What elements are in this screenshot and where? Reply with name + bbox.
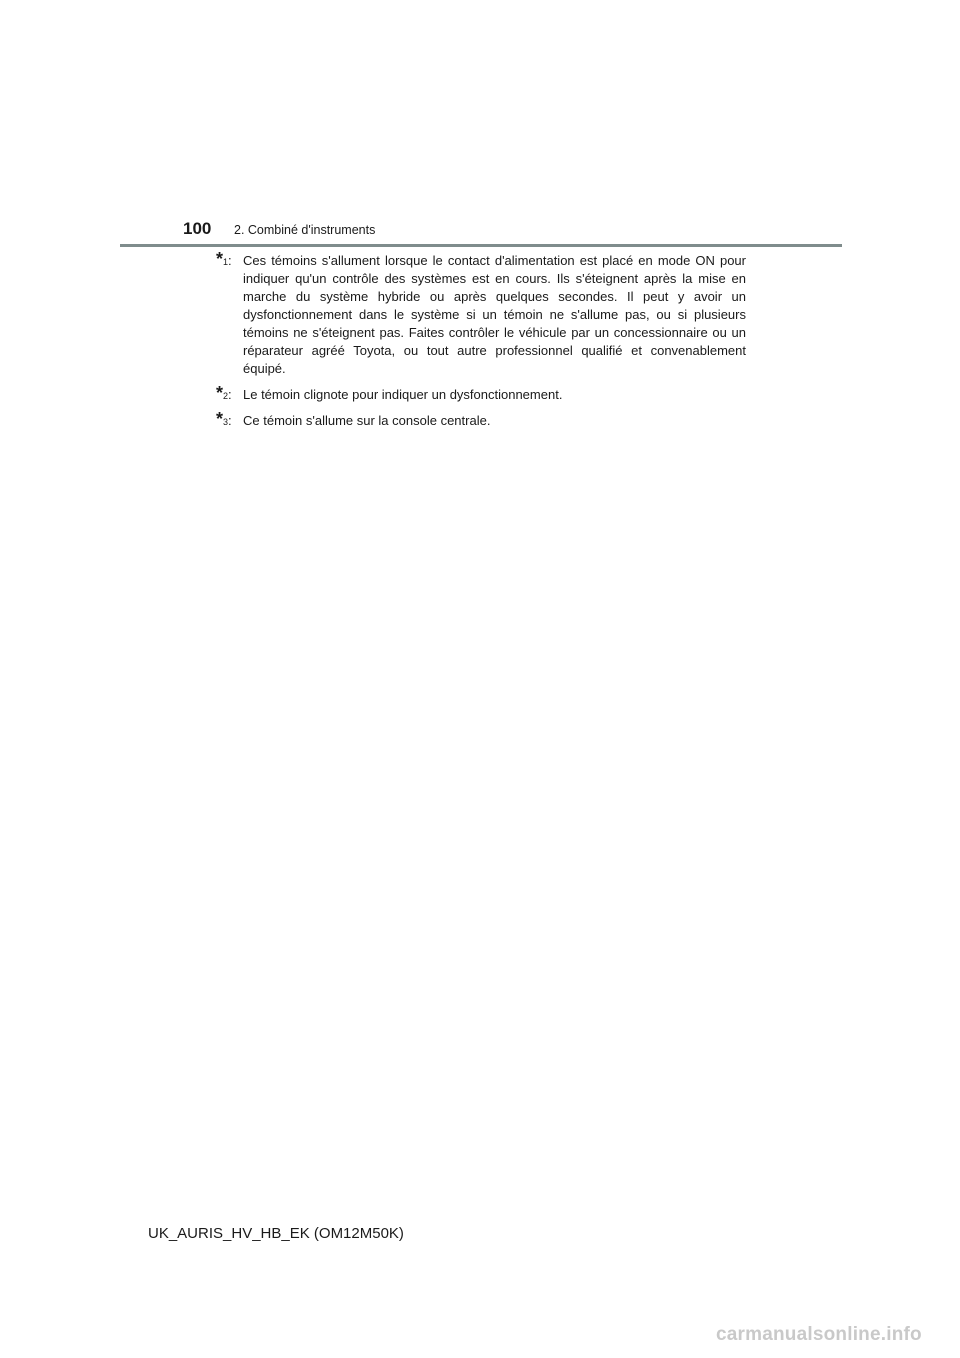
footnote-text: Le témoin clignote pour indiquer un dysfonctionnement. bbox=[243, 387, 563, 402]
footnote-index: 2 bbox=[223, 391, 229, 401]
footnote-marker bbox=[216, 383, 243, 404]
footnote-marker bbox=[216, 409, 243, 430]
footnote-colon: : bbox=[228, 387, 232, 402]
footnotes-list bbox=[216, 249, 746, 438]
header-divider bbox=[120, 244, 842, 247]
footnote-text: Ces témoins s'allument lorsque le contact d'alimentation est placé en mode ON pour indiquer qu'un contrôle des systèmes est en cours. Ils s'éteignent après la mise en marche du système hybride ou après quelques secondes. Il peut y avoir un dysfonctionnement dans le système si un témoin ne s'allume pas, ou si plusieurs témoins ne s'éteignent pas. Faites contrôler le véhicule par un concessionnaire ou un réparateur agréé Toyota, ou tout autre professionnel qualifié et convenablement équipé. bbox=[243, 253, 746, 376]
asterisk-icon: * bbox=[216, 409, 224, 429]
footnote-colon: : bbox=[228, 253, 232, 268]
footnote-index: 3 bbox=[223, 417, 229, 427]
footnote-colon: : bbox=[228, 413, 232, 428]
footnote-3 bbox=[216, 409, 746, 430]
section-title: 2. Combiné d'instruments bbox=[234, 223, 376, 237]
page-number: 100 bbox=[183, 219, 212, 238]
asterisk-icon: * bbox=[216, 249, 224, 269]
footnote-1 bbox=[216, 249, 746, 378]
watermark: carmanualsonline.info bbox=[716, 1324, 922, 1345]
footnote-index: 1 bbox=[223, 257, 229, 267]
document-id: UK_AURIS_HV_HB_EK (OM12M50K) bbox=[148, 1225, 404, 1242]
footnote-text: Ce témoin s'allume sur la console centrale. bbox=[243, 413, 491, 428]
asterisk-icon: * bbox=[216, 383, 224, 403]
footnote-marker bbox=[216, 249, 243, 270]
footnote-2 bbox=[216, 383, 746, 404]
